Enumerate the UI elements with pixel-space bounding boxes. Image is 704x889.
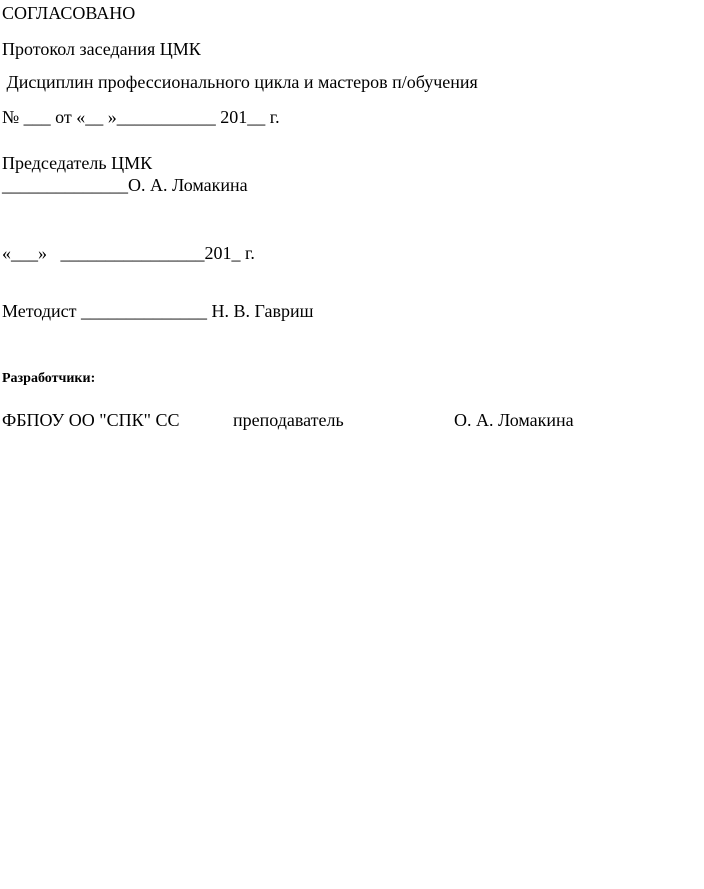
protocol-number-line: № ___ от «__ »___________ 201__ г. [2,107,280,127]
developer-name: О. А. Ломакина [454,410,574,430]
protocol-title: Протокол заседания ЦМК [2,39,201,59]
developers-heading: Разработчики: [2,371,96,386]
approval-heading: СОГЛАСОВАНО [2,3,136,23]
signature-date-line: «___» ________________201_ г. [2,243,255,263]
developer-organization: ФБПОУ ОО "СПК" СС [2,410,180,430]
commission-name: Дисциплин профессионального цикла и мастеров п/обучения [2,72,478,92]
chairman-signature-line: ______________О. А. Ломакина [2,175,248,195]
developer-position: преподаватель [233,410,344,430]
chairman-title: Председатель ЦМК [2,153,153,173]
methodist-line: Методист ______________ Н. В. Гавриш [2,301,314,321]
